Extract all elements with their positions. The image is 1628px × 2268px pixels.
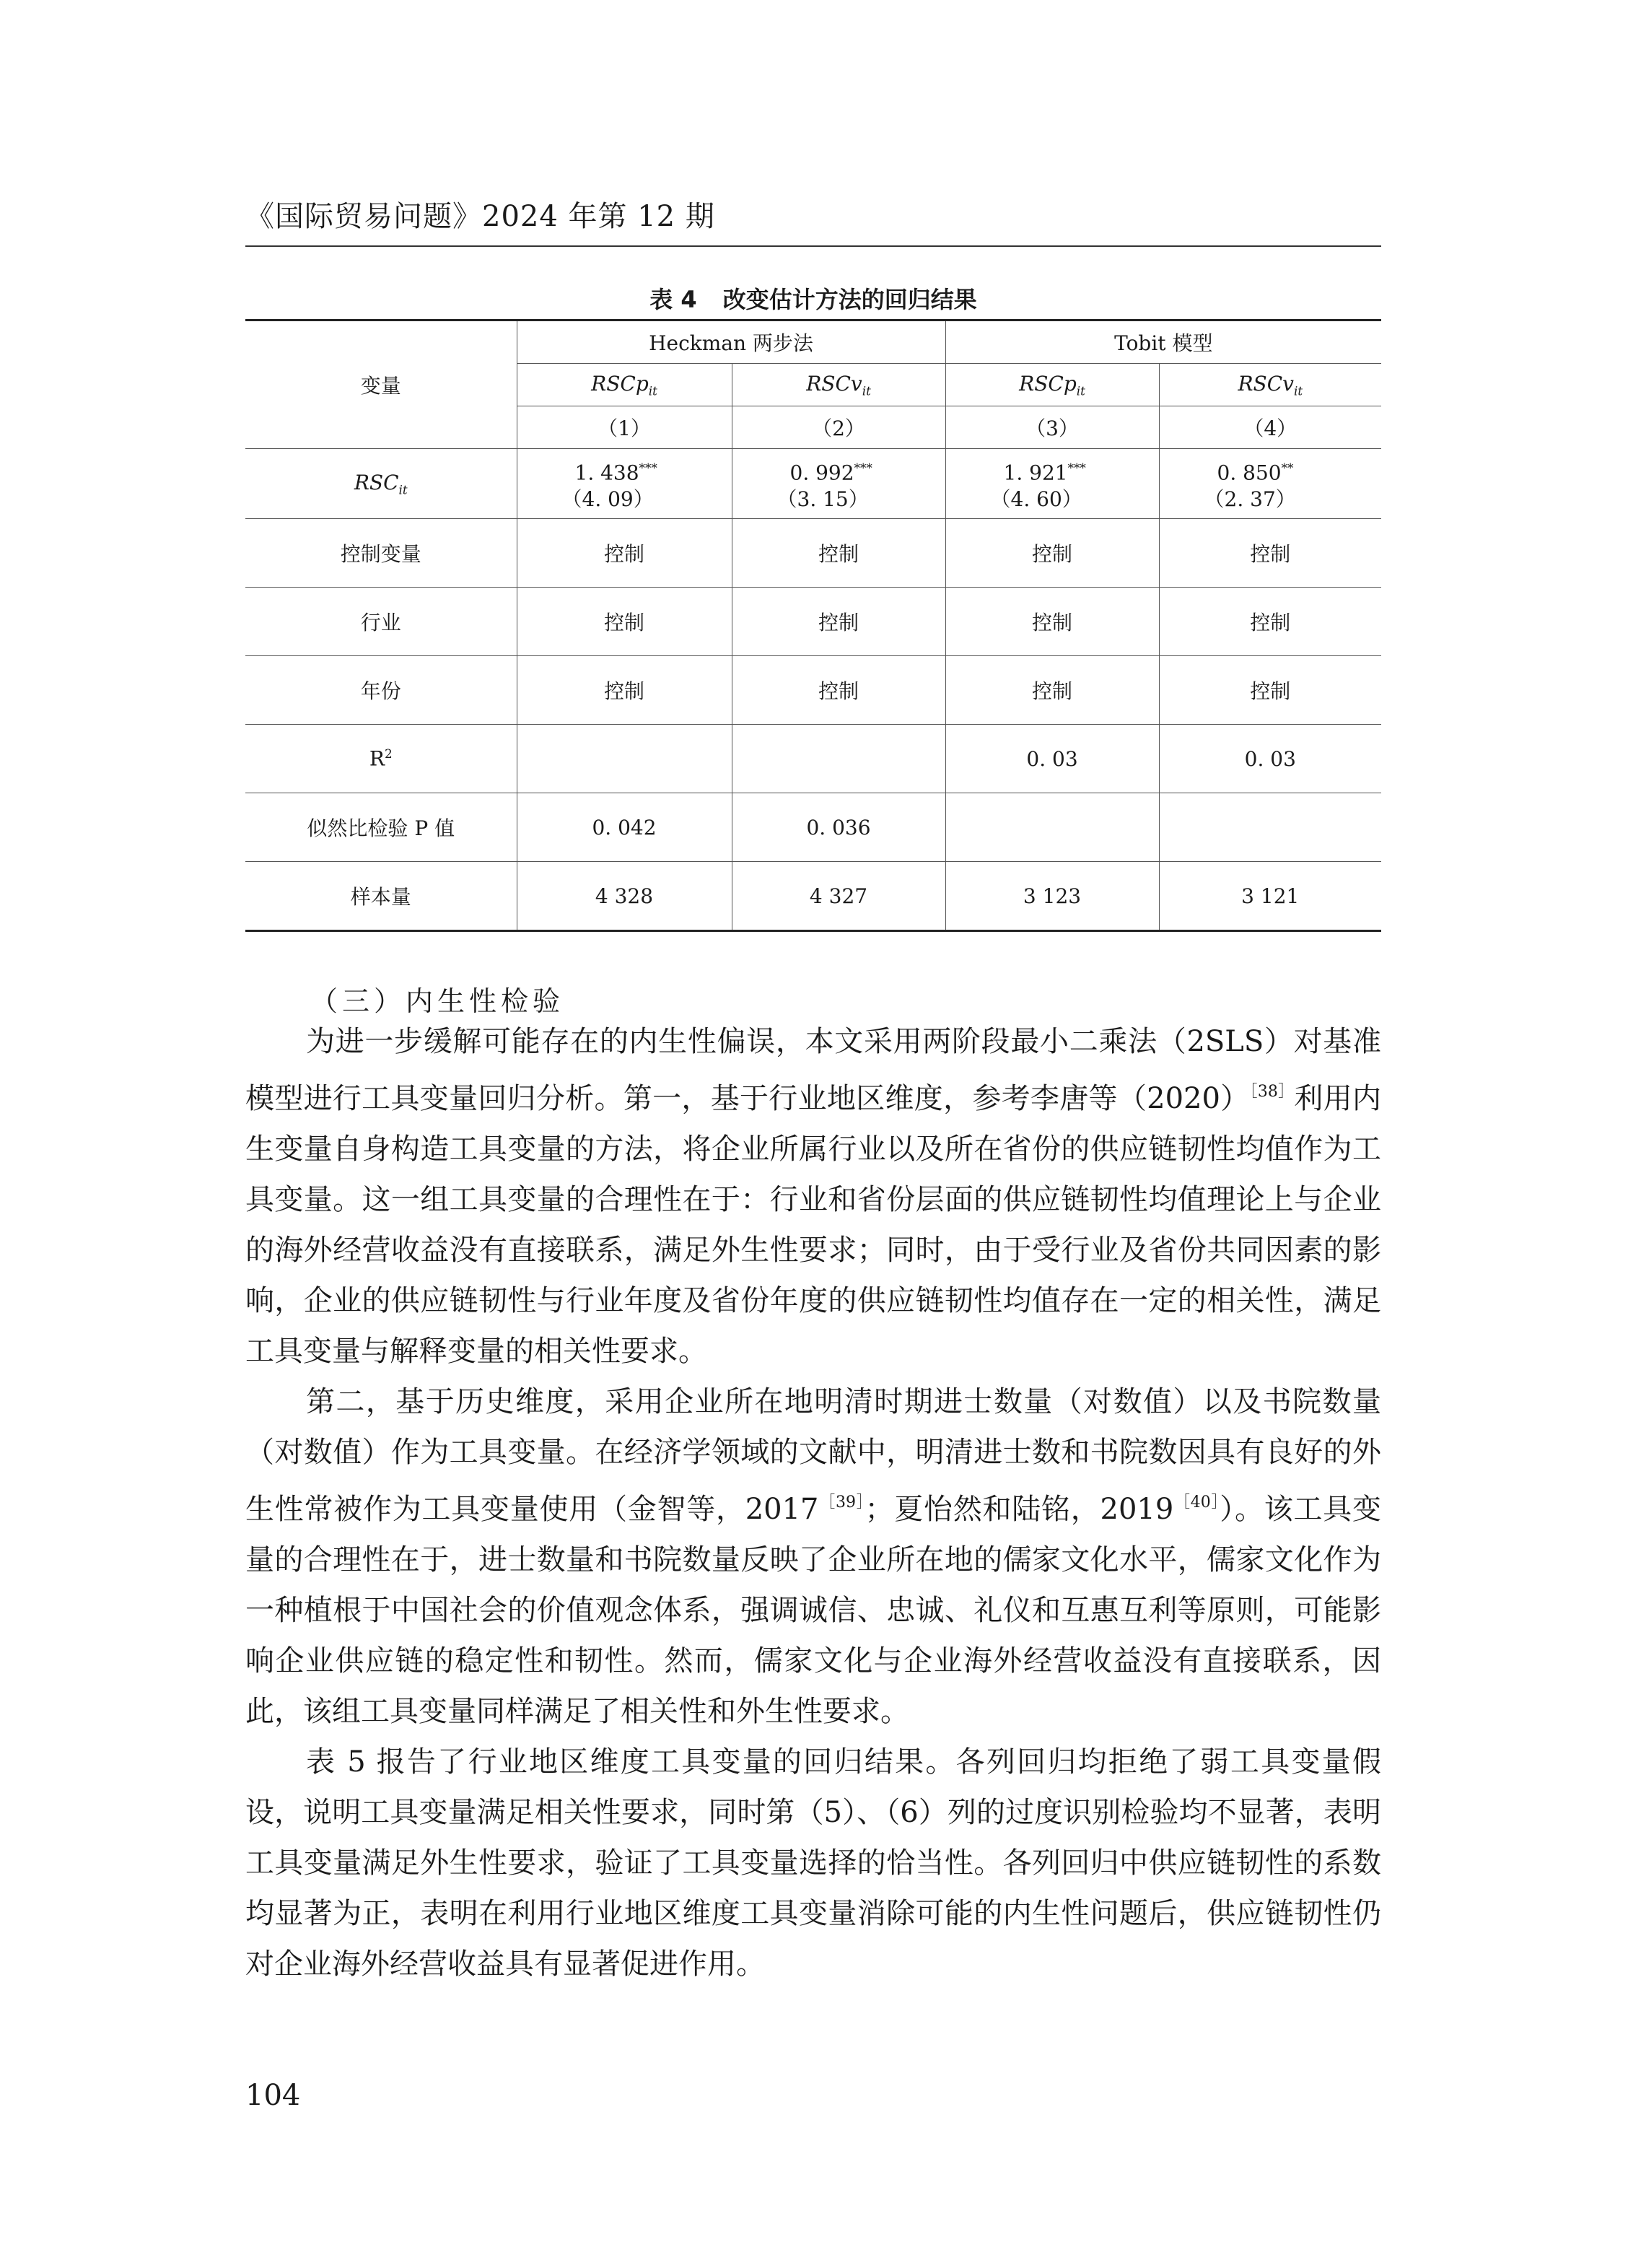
table-cell [517,725,732,793]
table-row-industry [245,588,1381,656]
col-num-1: （1） [517,406,732,449]
paragraph-2: 第二，基于历史维度，采用企业所在地明清时期进士数量（对数值）以及书院数量（对数值）作为工具变量。在经济学领域的文献中，明清进士数和书院数因具有良好的外生性常被作为工具变量使用（金智等，$2017^{[39]}$；夏怡然和陆铭，$2019^{[40]}$）。该工具变量的合理性在于，进士数量和书院数量反映了企业所在地的儒家文化水平，儒家文化作为一种植根于中国社会的价值观念体系，强调诚信、忠诚、礼仪和互惠互利等原则，可能影响企业供应链的稳定性和韧性。然而，儒家文化与企业海外经营收益没有直接联系，因此，该组工具变量同样满足了相关性和外生性要求。 [245,1385,1382,1728]
table-cell: 0. 03 [1159,725,1381,793]
col-num-3: （3） [945,406,1159,449]
row-label: 行业 [245,588,517,656]
row-label: 似然比检验 P 值 [245,793,517,862]
rsc-cell-4: 0. 850** （2. 37） [1159,449,1381,519]
dep-var-1: RSCp$_{it}$ [517,364,732,406]
row-label: 年份 [245,656,517,725]
table-cell [1159,793,1381,862]
table-number: 表 4 [649,286,697,313]
running-header: 《国际贸易问题》2024 年第 12 期 [245,200,715,233]
table-row-lr-test [245,793,1381,862]
table-cell: 控制 [1159,519,1381,588]
section-heading: （三）内生性检验 [310,985,565,1017]
table-cell: 控制 [732,656,945,725]
header-rule [245,245,1381,247]
row-label: 样本量 [245,862,517,931]
body-text [245,1016,1381,1989]
table-cell: 0. 042 [517,793,732,862]
table-cell: 3 121 [1159,862,1381,931]
table-cell: 控制 [517,588,732,656]
table-cell: 0. 036 [732,793,945,862]
table-row-r2 [245,725,1381,793]
table-cell [945,793,1159,862]
table-cell: 控制 [732,519,945,588]
table-cell: 4 327 [732,862,945,931]
table-cell: 控制 [732,588,945,656]
table-caption [245,282,1381,315]
page-number: 104 [245,2079,301,2112]
table-cell: 4 328 [517,862,732,931]
table-row-sample-size [245,862,1381,931]
row-label: 控制变量 [245,519,517,588]
row-label: $R^2$ [245,725,517,793]
table-cell: 控制 [517,656,732,725]
table-cell: 控制 [1159,588,1381,656]
table-cell: 控制 [1159,656,1381,725]
paragraph-3: 表 5 报告了行业地区维度工具变量的回归结果。各列回归均拒绝了弱工具变量假设，说明工具变量满足相关性要求，同时第（5）、（6）列的过度识别检验均不显著，表明工具变量满足外生性要求，验证了工具变量选择的恰当性。各列回归中供应链韧性的系数均显著为正，表明在利用行业地区维度工具变量消除可能的内生性问题后，供应链韧性仍对企业海外经营收益具有显著促进作用。 [245,1745,1381,1981]
dep-var-3: RSCp$_{it}$ [945,364,1159,406]
dep-var-4: RSCv$_{it}$ [1159,364,1381,406]
rsc-cell-3: 1. 921*** （4. 60） [945,449,1159,519]
table-cell [732,725,945,793]
var-header: 变量 [245,320,517,449]
col-num-4: （4） [1159,406,1381,449]
table-cell: 控制 [945,588,1159,656]
rsc-cell-2: 0. 992*** （3. 15） [732,449,945,519]
table-cell: 控制 [945,656,1159,725]
table-cell: 3 123 [945,862,1159,931]
table-row-year [245,656,1381,725]
rsc-cell-1: 1. 438*** （4. 09） [517,449,732,519]
dep-var-2: RSCv$_{it}$ [732,364,945,406]
results-table [245,319,1381,932]
table-cell: 控制 [945,519,1159,588]
group-heckman: Heckman 两步法 [517,320,945,364]
group-tobit: Tobit 模型 [945,320,1381,364]
table-title: 改变估计方法的回归结果 [722,286,977,313]
table-row-controls [245,519,1381,588]
col-num-2: （2） [732,406,945,449]
rsc-label: $RSC_{it}$ [245,449,517,519]
paragraph-1: 为进一步缓解可能存在的内生性偏误，本文采用两阶段最小二乘法（2SLS）对基准模型进行工具变量回归分析。第一，基于行业地区维度，参考李唐等$(2020)^{[38]}$利用内生变量自身构造工具变量的方法，将企业所属行业以及所在省份的供应链韧性均值作为工具变量。这一组工具变量的合理性在于：行业和省份层面的供应链韧性均值理论上与企业的海外经营收益没有直接联系，满足外生性要求；同时，由于受行业及省份共同因素的影响，企业的供应链韧性与行业年度及省份年度的供应链韧性均值存在一定的相关性，满足工具变量与解释变量的相关性要求。 [245,1025,1382,1368]
table-cell: 0. 03 [945,725,1159,793]
table-cell: 控制 [517,519,732,588]
